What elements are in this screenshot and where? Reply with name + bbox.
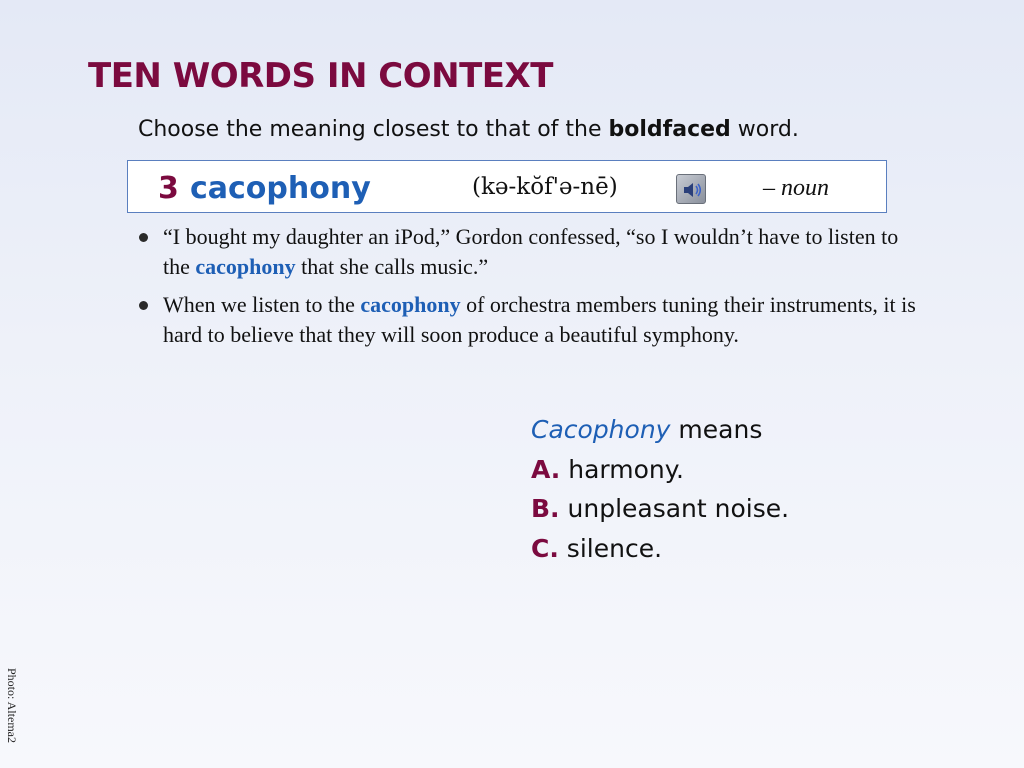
part-of-speech-label: noun: [781, 175, 829, 201]
sentence-keyword: cacophony: [360, 292, 461, 317]
sentence-keyword: cacophony: [195, 254, 296, 279]
pronunciation: (kə-kŏf'ə-nē): [472, 174, 618, 200]
context-sentences: [138, 222, 918, 358]
speaker-icon[interactable]: [676, 174, 706, 204]
instruction-bold: boldfaced: [608, 117, 731, 142]
question-stem: [531, 410, 789, 450]
photo-credit: Photo: Altema2: [5, 668, 19, 743]
word-term: cacophony: [190, 171, 371, 206]
instruction-prefix: Choose the meaning closest to that of the: [138, 117, 609, 142]
instruction-suffix: word.: [730, 117, 799, 142]
quiz-question: [531, 410, 789, 568]
question-term: Cacophony: [531, 415, 671, 444]
answer-option-c[interactable]: [531, 529, 789, 569]
word-number: 3: [158, 171, 179, 206]
part-of-speech: [763, 175, 829, 202]
slide-title: TEN WORDS IN CONTEXT: [88, 56, 553, 96]
instruction-text: [138, 117, 799, 142]
sentence-after: of orchestra members tuning their instruments, it is hard to believe that they will soon produce a beautiful symphony.: [163, 292, 916, 347]
question-stem-text: means: [670, 415, 763, 444]
option-letter: A.: [531, 454, 561, 484]
option-letter: B.: [531, 494, 560, 523]
bullet-icon: [139, 301, 148, 310]
option-letter: C.: [531, 533, 559, 563]
bullet-icon: [139, 233, 148, 242]
option-text: harmony.: [560, 454, 684, 484]
answer-option-b[interactable]: [531, 489, 789, 529]
sentence-item: [138, 222, 918, 282]
option-text: unpleasant noise.: [559, 494, 790, 523]
sentence-before: “I bought my daughter an iPod,” Gordon confessed, “so I wouldn’t have to listen to the: [163, 224, 899, 279]
part-of-speech-dash: –: [763, 175, 781, 201]
sentence-item: [138, 290, 918, 350]
sentence-before: When we listen to the: [163, 292, 361, 317]
word-header-box: [127, 160, 887, 213]
answer-option-a[interactable]: [531, 450, 789, 490]
option-text: silence.: [558, 533, 663, 563]
sentence-after: that she calls music.”: [295, 254, 489, 279]
